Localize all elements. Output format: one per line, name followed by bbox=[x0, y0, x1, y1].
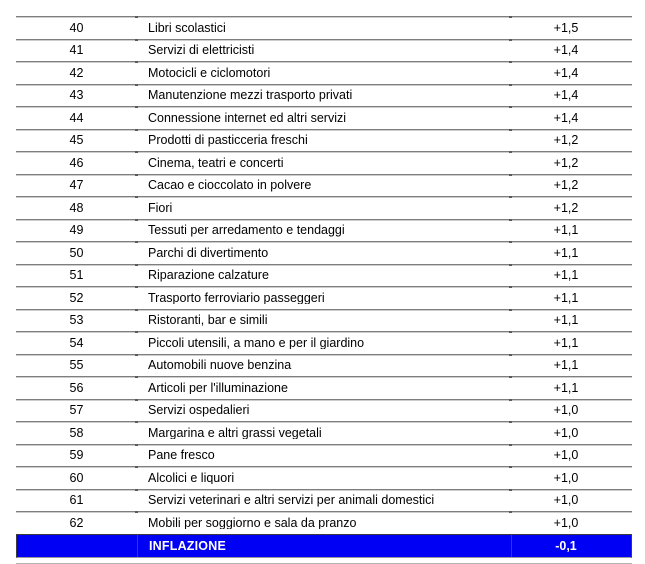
row-value: +1,4 bbox=[553, 43, 579, 57]
row-rank: 45 bbox=[69, 133, 84, 147]
row-category: Parchi di divertimento bbox=[148, 246, 269, 259]
row-rank: 54 bbox=[69, 335, 84, 350]
row-category: Riparazione calzature bbox=[148, 269, 269, 282]
table-row bbox=[16, 309, 632, 332]
table-row bbox=[16, 376, 632, 399]
row-value: +1,0 bbox=[553, 403, 579, 417]
row-category: Tessuti per arredamento e tendaggi bbox=[148, 224, 345, 237]
table-row bbox=[16, 421, 632, 444]
footer-value: -0,1 bbox=[555, 538, 577, 553]
row-rank: 55 bbox=[69, 358, 84, 372]
table-row bbox=[16, 511, 632, 534]
row-value: +1,0 bbox=[553, 425, 579, 440]
row-value: +1,2 bbox=[553, 155, 579, 170]
table-row bbox=[16, 16, 632, 39]
row-rank: 61 bbox=[69, 493, 84, 507]
table-row bbox=[16, 39, 632, 62]
table-row bbox=[16, 106, 632, 129]
table-row bbox=[16, 241, 632, 264]
row-value: +1,4 bbox=[553, 65, 579, 80]
row-value: +1,1 bbox=[553, 380, 579, 395]
table-row bbox=[16, 196, 632, 219]
table-row bbox=[16, 219, 632, 242]
row-value: +1,1 bbox=[553, 335, 579, 350]
row-value: +1,2 bbox=[553, 178, 579, 192]
inflation-ranking-table bbox=[16, 16, 632, 564]
row-category: Piccoli utensili, a mano e per il giardino bbox=[148, 336, 365, 349]
row-rank: 58 bbox=[69, 425, 84, 440]
row-value: +1,0 bbox=[553, 493, 579, 507]
row-rank: 43 bbox=[69, 88, 84, 102]
row-rank: 47 bbox=[69, 178, 84, 192]
row-value: +1,1 bbox=[553, 223, 579, 237]
row-category: Cacao e cioccolato in polvere bbox=[148, 179, 312, 192]
table-row bbox=[16, 129, 632, 152]
row-category: Servizi di elettricisti bbox=[148, 44, 255, 57]
row-category: Automobili nuove benzina bbox=[148, 359, 292, 372]
row-category: Servizi veterinari e altri servizi per animali domestici bbox=[148, 494, 435, 507]
table-row bbox=[16, 84, 632, 107]
row-value: +1,0 bbox=[553, 515, 579, 530]
table-row bbox=[16, 399, 632, 422]
row-rank: 50 bbox=[69, 245, 84, 260]
row-category: Fiori bbox=[148, 201, 173, 214]
row-value: +1,0 bbox=[553, 448, 579, 462]
row-value: +1,0 bbox=[553, 470, 579, 485]
row-category: Libri scolastici bbox=[148, 21, 226, 34]
table-row bbox=[16, 354, 632, 377]
row-category: Ristoranti, bar e simili bbox=[148, 314, 268, 327]
row-rank: 49 bbox=[69, 223, 84, 237]
row-value: +1,1 bbox=[553, 358, 579, 372]
row-category: Mobili per soggiorno e sala da pranzo bbox=[148, 516, 357, 529]
row-value: +1,1 bbox=[553, 268, 579, 282]
row-category: Trasporto ferroviario passeggeri bbox=[148, 291, 325, 304]
row-rank: 42 bbox=[69, 65, 84, 80]
row-category: Articoli per l'illuminazione bbox=[148, 381, 288, 394]
row-rank: 53 bbox=[69, 313, 84, 327]
row-category: Pane fresco bbox=[148, 449, 215, 462]
row-value: +1,1 bbox=[553, 245, 579, 260]
row-rank: 48 bbox=[69, 200, 84, 215]
row-category: Manutenzione mezzi trasporto privati bbox=[148, 89, 353, 102]
row-category: Prodotti di pasticceria freschi bbox=[148, 134, 308, 147]
row-value: +1,1 bbox=[553, 290, 579, 305]
row-category: Margarina e altri grassi vegetali bbox=[148, 426, 322, 439]
row-value: +1,4 bbox=[553, 110, 579, 125]
row-category: Motocicli e ciclomotori bbox=[148, 66, 271, 79]
row-rank: 60 bbox=[69, 470, 84, 485]
row-rank: 59 bbox=[69, 448, 84, 462]
row-rank: 40 bbox=[69, 20, 84, 35]
row-category: Connessione internet ed altri servizi bbox=[148, 111, 347, 124]
row-rank: 57 bbox=[69, 403, 84, 417]
row-rank: 51 bbox=[69, 268, 84, 282]
row-rank: 41 bbox=[69, 43, 84, 57]
row-category: Cinema, teatri e concerti bbox=[148, 156, 284, 169]
row-rank: 56 bbox=[69, 380, 84, 395]
row-value: +1,2 bbox=[553, 133, 579, 147]
row-value: +1,5 bbox=[553, 20, 579, 35]
row-rank: 46 bbox=[69, 155, 84, 170]
table-row bbox=[16, 174, 632, 197]
row-value: +1,1 bbox=[553, 313, 579, 327]
table-row bbox=[16, 286, 632, 309]
table-row bbox=[16, 489, 632, 512]
row-rank: 52 bbox=[69, 290, 84, 305]
row-value: +1,2 bbox=[553, 200, 579, 215]
table-row bbox=[16, 264, 632, 287]
row-category: Servizi ospedalieri bbox=[148, 404, 250, 417]
row-rank: 44 bbox=[69, 110, 84, 125]
row-value: +1,4 bbox=[553, 88, 579, 102]
table-row bbox=[16, 444, 632, 467]
table-row bbox=[16, 331, 632, 354]
table-row bbox=[16, 61, 632, 84]
row-category: Alcolici e liquori bbox=[148, 471, 235, 484]
footer-label: INFLAZIONE bbox=[149, 538, 226, 553]
bottom-rule bbox=[16, 563, 632, 564]
table-row bbox=[16, 151, 632, 174]
table-row bbox=[16, 466, 632, 489]
row-rank: 62 bbox=[69, 515, 84, 530]
table-body bbox=[16, 16, 632, 534]
